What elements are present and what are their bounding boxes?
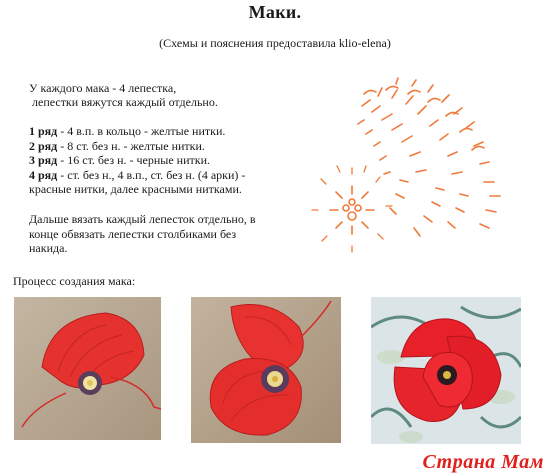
second-ring: [312, 166, 392, 252]
process-photo-2: [191, 297, 341, 443]
row-3: [29, 153, 245, 168]
watermark-logo: Страна Мам: [422, 451, 544, 473]
center-ring: [343, 199, 361, 220]
intro-line: лепестки вяжутся каждый отдельно.: [29, 95, 218, 109]
row-1: [29, 124, 245, 139]
row-label: 4 ряд: [29, 167, 58, 182]
row-label: 2 ряд: [29, 138, 58, 153]
page-subtitle: (Схемы и пояснения предоставила klio-elena): [159, 36, 391, 50]
crochet-scheme-diagram: [300, 76, 520, 256]
row-text: - ст. без н., 4 в.п., ст. без н. (4 арки) -: [57, 167, 246, 182]
intro-line: У каждого мака - 4 лепестка,: [29, 81, 177, 95]
row-text: - 8 ст. без н. - желтые нитки.: [57, 138, 205, 153]
outro-text: [29, 212, 256, 256]
row-instructions: [29, 124, 245, 197]
outro-line: Дальше вязать каждый лепесток отдельно, в: [29, 212, 256, 226]
row-label: 1 ряд: [29, 124, 58, 138]
photo-2-image: [191, 297, 341, 443]
inner-stitches: [330, 186, 374, 234]
outro-line: накида.: [29, 241, 68, 255]
page-title: Маки.: [248, 2, 302, 22]
process-photo-3: [371, 297, 521, 444]
petal-fan: [358, 78, 500, 236]
row-4: [29, 168, 245, 183]
outro-line: конце обвязать лепестки столбиками без: [29, 226, 237, 241]
photo-3-image: [371, 297, 521, 444]
process-label: Процесс создания мака:: [13, 274, 136, 288]
intro-text: [29, 81, 218, 109]
photo-1-image: [14, 297, 161, 440]
row-2: [29, 139, 245, 154]
row-text: - 4 в.п. в кольцо - желтые нитки.: [57, 124, 226, 138]
row-4-continuation: красные нитки, далее красными нитками.: [29, 182, 242, 196]
process-photo-1: [14, 297, 161, 440]
row-label: 3 ряд: [29, 153, 58, 167]
row-text: - 16 ст. без н. - черные нитки.: [57, 153, 211, 167]
